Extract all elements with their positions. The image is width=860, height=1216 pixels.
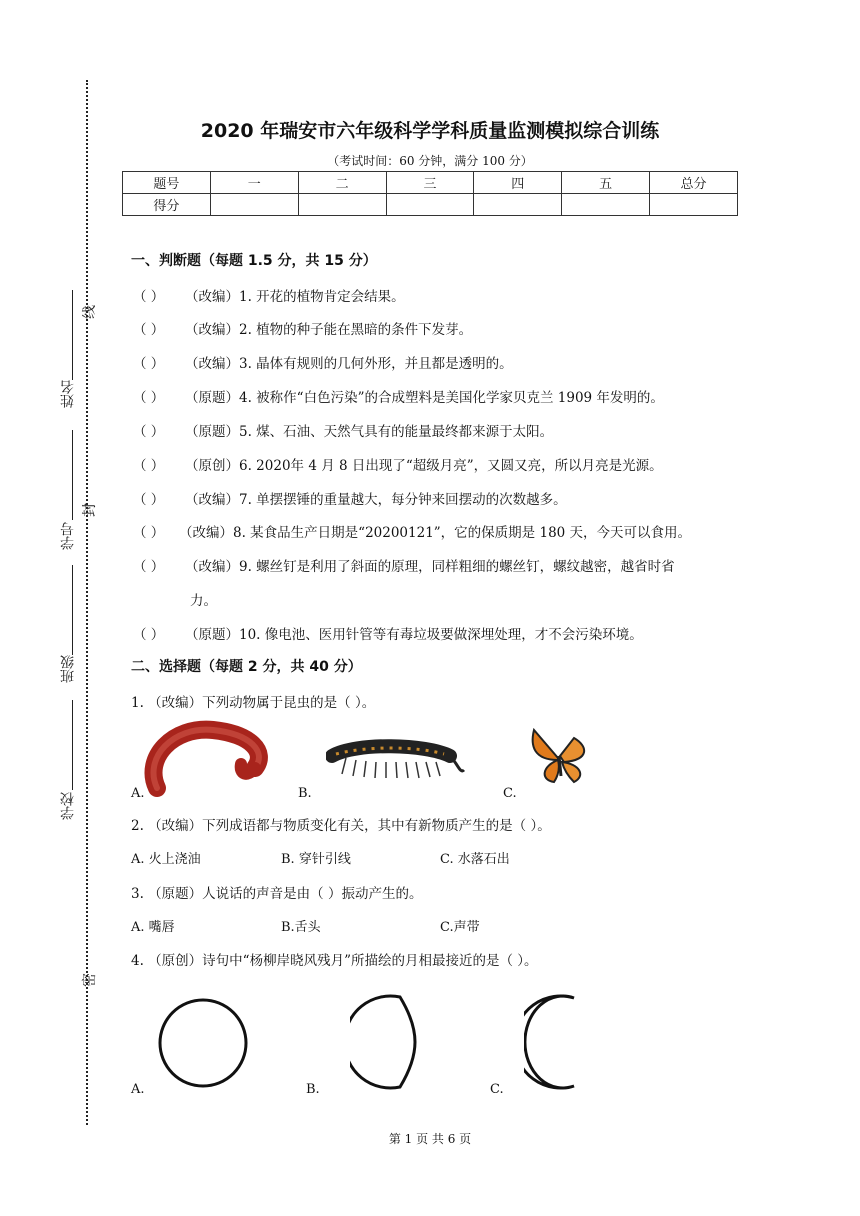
page-number: 第 1 页 共 6 页: [388, 1132, 472, 1146]
item-text: （改编）3. 晶体有规则的几何外形，并且都是透明的。: [185, 356, 513, 372]
class-fill-line[interactable]: [72, 565, 73, 655]
answer-paren[interactable]: （ ）: [133, 492, 165, 508]
score-cell[interactable]: [298, 194, 386, 216]
school-label: 学校: [60, 792, 76, 820]
item-text: （原创）6. 2020年 4 月 8 日出现了“超级月亮”，又圆又亮，所以月亮是光源。: [185, 458, 663, 474]
score-cell[interactable]: [562, 194, 650, 216]
judge-item-9: [133, 555, 675, 575]
class-label: 班级: [60, 655, 76, 683]
option-b[interactable]: B.: [306, 1082, 320, 1097]
option-c[interactable]: C. 水落石出: [440, 852, 510, 867]
judge-item-3: [133, 352, 513, 372]
option-b[interactable]: B.舌头: [281, 920, 321, 935]
option-a[interactable]: A. 火上浇油: [131, 852, 201, 867]
score-table-cell: 总分: [650, 172, 738, 194]
choice-question-1: 1. （改编）下列动物属于昆虫的是（ ）。: [131, 695, 376, 711]
binding-dotted-line: [86, 80, 88, 1125]
answer-paren[interactable]: （ ）: [133, 627, 165, 643]
butterfly-image: [528, 726, 594, 788]
option-a[interactable]: A.: [131, 1082, 145, 1097]
score-cell[interactable]: [210, 194, 298, 216]
score-table-score-row: [123, 194, 738, 216]
score-cell[interactable]: [386, 194, 474, 216]
item-text: （原题）10. 像电池、医用针管等有毒垃圾要做深埋处理，才不会污染环境。: [185, 627, 643, 643]
section1-title: 一、判断题（每题 1.5 分，共 15 分）: [131, 253, 377, 269]
full-moon-image: [156, 996, 250, 1090]
section2-title: 二、选择题（每题 2 分，共 40 分）: [131, 659, 362, 675]
score-cell[interactable]: [474, 194, 562, 216]
answer-paren[interactable]: （ ）: [133, 424, 165, 440]
choice-question-2: 2. （改编）下列成语都与物质变化有关，其中有新物质产生的是（ ）。: [131, 818, 551, 834]
judge-item-9-continued: 力。: [190, 593, 217, 609]
item-text: （改编）7. 单摆摆锤的重量越大，每分钟来回摆动的次数越多。: [185, 492, 567, 508]
judge-item-8: [133, 521, 691, 541]
item-text: （改编）2. 植物的种子能在黑暗的条件下发芽。: [185, 322, 473, 338]
student-id-label: 学号: [60, 522, 76, 550]
judge-item-2: [133, 318, 472, 338]
item-text: （改编）1. 开花的植物肯定会结果。: [185, 289, 405, 305]
answer-paren[interactable]: （ ）: [133, 525, 165, 541]
item-text: （改编）9. 螺丝钉是利用了斜面的原理，同样粗细的螺丝钉，螺纹越密，越省时省: [185, 559, 675, 575]
score-table-cell: 一: [210, 172, 298, 194]
earthworm-image: [143, 718, 271, 800]
item-text: （原题）5. 煤、石油、天然气具有的能量最终都来源于太阳。: [185, 424, 554, 440]
seal-char-feng: 封: [82, 503, 98, 517]
answer-paren[interactable]: （ ）: [133, 458, 165, 474]
name-fill-line[interactable]: [72, 290, 73, 380]
item-text: （原题）4. 被称作“白色污染”的合成塑料是美国化学家贝克兰 1909 年发明的。: [185, 390, 664, 406]
judge-item-5: [133, 420, 553, 440]
answer-paren[interactable]: （ ）: [133, 322, 165, 338]
answer-paren[interactable]: （ ）: [133, 289, 165, 305]
score-cell[interactable]: [650, 194, 738, 216]
gibbous-moon-image: [350, 994, 420, 1090]
crescent-moon-image: [524, 994, 580, 1090]
exam-info: （考试时间：60 分钟，满分 100 分）: [327, 154, 533, 168]
score-table: [122, 171, 738, 216]
option-b[interactable]: B.: [298, 786, 312, 801]
judge-item-4: [133, 386, 664, 406]
seal-char-mi: 密: [82, 973, 98, 987]
school-fill-line[interactable]: [72, 700, 73, 790]
judge-item-10: [133, 623, 643, 643]
option-c[interactable]: C.: [490, 1082, 504, 1097]
answer-paren[interactable]: （ ）: [133, 559, 165, 575]
score-row-label: 得分: [123, 194, 211, 216]
answer-paren[interactable]: （ ）: [133, 356, 165, 372]
student-id-fill-line[interactable]: [72, 430, 73, 520]
option-a[interactable]: A.: [131, 786, 145, 801]
option-b[interactable]: B. 穿针引线: [281, 852, 351, 867]
option-c[interactable]: C.声带: [440, 920, 480, 935]
option-a[interactable]: A. 嘴唇: [131, 920, 175, 935]
judge-item-1: [133, 285, 405, 305]
judge-item-7: [133, 488, 567, 508]
option-c[interactable]: C.: [503, 786, 517, 801]
name-label: 姓名: [60, 380, 76, 408]
choice-question-3: 3. （原题）人说话的声音是由（ ）振动产生的。: [131, 886, 423, 902]
millipede-image: [326, 734, 468, 786]
judge-item-6: [133, 454, 663, 474]
score-table-cell: 三: [386, 172, 474, 194]
score-table-cell: 四: [474, 172, 562, 194]
score-table-cell: 题号: [123, 172, 211, 194]
page-title: 2020 年瑞安市六年级科学学科质量监测模拟综合训练: [200, 120, 660, 142]
seal-char-xian: 线: [82, 305, 98, 319]
choice-question-4: 4. （原创）诗句中“杨柳岸晓风残月”所描绘的月相最接近的是（ ）。: [131, 953, 538, 969]
score-table-cell: 二: [298, 172, 386, 194]
item-text: （改编）8. 某食品生产日期是“20200121”，它的保质期是 180 天，今天可以食用。: [179, 525, 692, 541]
answer-paren[interactable]: （ ）: [133, 390, 165, 406]
score-table-header-row: [123, 172, 738, 194]
score-table-cell: 五: [562, 172, 650, 194]
